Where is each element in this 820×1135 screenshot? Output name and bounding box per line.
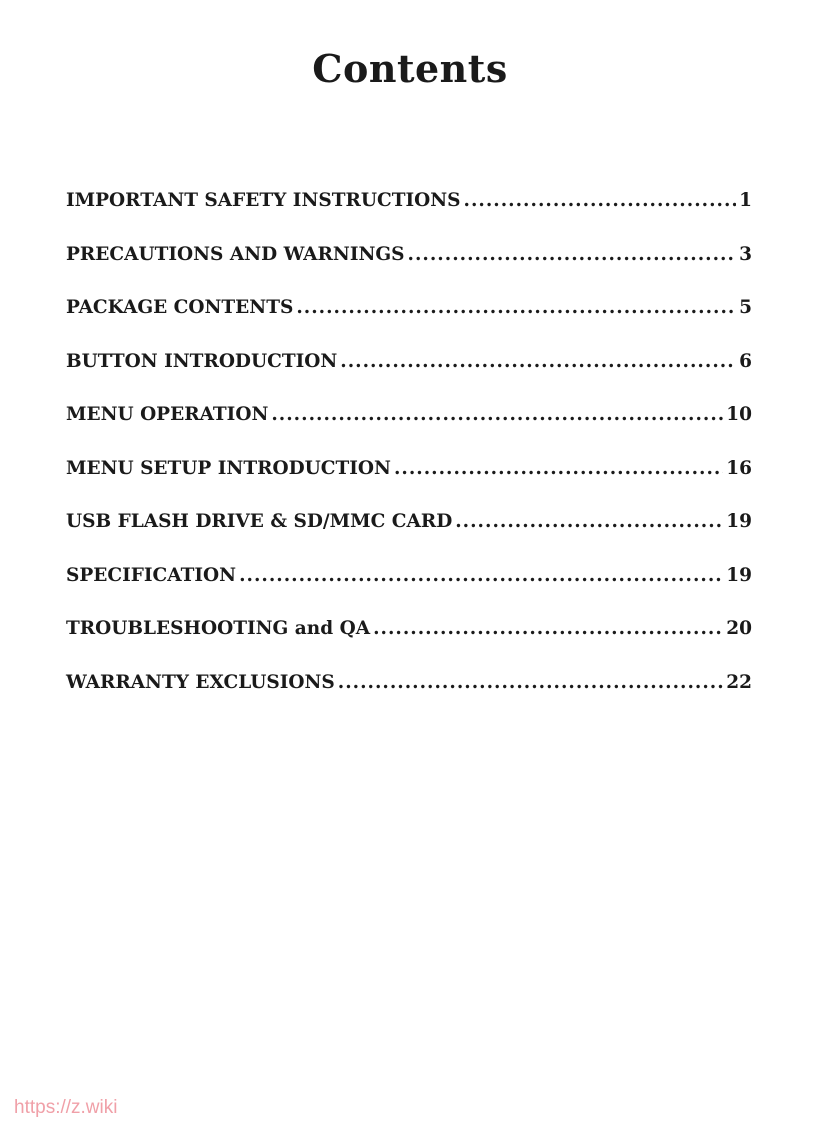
dot-leader [373, 618, 723, 639]
toc-entry-label: MENU SETUP INTRODUCTION [66, 457, 391, 479]
dot-leader [455, 511, 723, 532]
toc-entry-label: SPECIFICATION [66, 564, 237, 586]
table-of-contents [66, 190, 752, 725]
dot-leader [338, 672, 723, 693]
dot-leader [271, 404, 723, 425]
toc-entry-safety-instructions[interactable] [66, 190, 752, 244]
toc-entry-package-contents[interactable] [66, 297, 752, 351]
toc-entry-usb-flash-drive-sd-card[interactable] [66, 511, 752, 565]
toc-entry-label: IMPORTANT SAFETY INSTRUCTIONS [66, 190, 461, 211]
toc-entry-precautions-warnings[interactable] [66, 244, 752, 298]
toc-entry-specification[interactable] [66, 565, 752, 619]
page-title: Contents [312, 46, 508, 91]
toc-entry-page-number: 6 [739, 350, 752, 372]
toc-entry-label: BUTTON INTRODUCTION [66, 350, 338, 372]
toc-entry-page-number: 5 [739, 297, 752, 318]
toc-entry-page-number: 1 [739, 190, 752, 211]
toc-entry-page-number: 19 [726, 511, 752, 532]
toc-entry-label: TROUBLESHOOTING and QA [66, 618, 371, 639]
toc-entry-page-number: 3 [739, 243, 752, 265]
toc-entry-page-number: 20 [726, 618, 752, 639]
toc-entry-page-number: 19 [726, 564, 752, 586]
dot-leader [408, 244, 737, 265]
toc-entry-label: MENU OPERATION [66, 404, 269, 425]
toc-entry-page-number: 10 [726, 404, 752, 425]
toc-entry-page-number: 22 [726, 671, 752, 693]
toc-entry-label: USB FLASH DRIVE & SD/MMC CARD [66, 511, 453, 532]
dot-leader [464, 190, 737, 211]
toc-entry-label: WARRANTY EXCLUSIONS [66, 671, 335, 693]
toc-entry-label: PACKAGE CONTENTS [66, 297, 294, 318]
toc-entry-troubleshooting-qa[interactable] [66, 618, 752, 672]
toc-entry-warranty-exclusions[interactable] [66, 672, 752, 726]
dot-leader [239, 565, 723, 586]
toc-entry-menu-operation[interactable] [66, 404, 752, 458]
toc-entry-menu-setup-introduction[interactable] [66, 458, 752, 512]
dot-leader [296, 297, 736, 318]
toc-entry-page-number: 16 [726, 457, 752, 479]
toc-entry-label: PRECAUTIONS AND WARNINGS [66, 243, 405, 265]
dot-leader [394, 458, 723, 479]
toc-entry-button-introduction[interactable] [66, 351, 752, 405]
watermark-link[interactable]: https://z.wiki [14, 1097, 118, 1118]
dot-leader [340, 351, 736, 372]
